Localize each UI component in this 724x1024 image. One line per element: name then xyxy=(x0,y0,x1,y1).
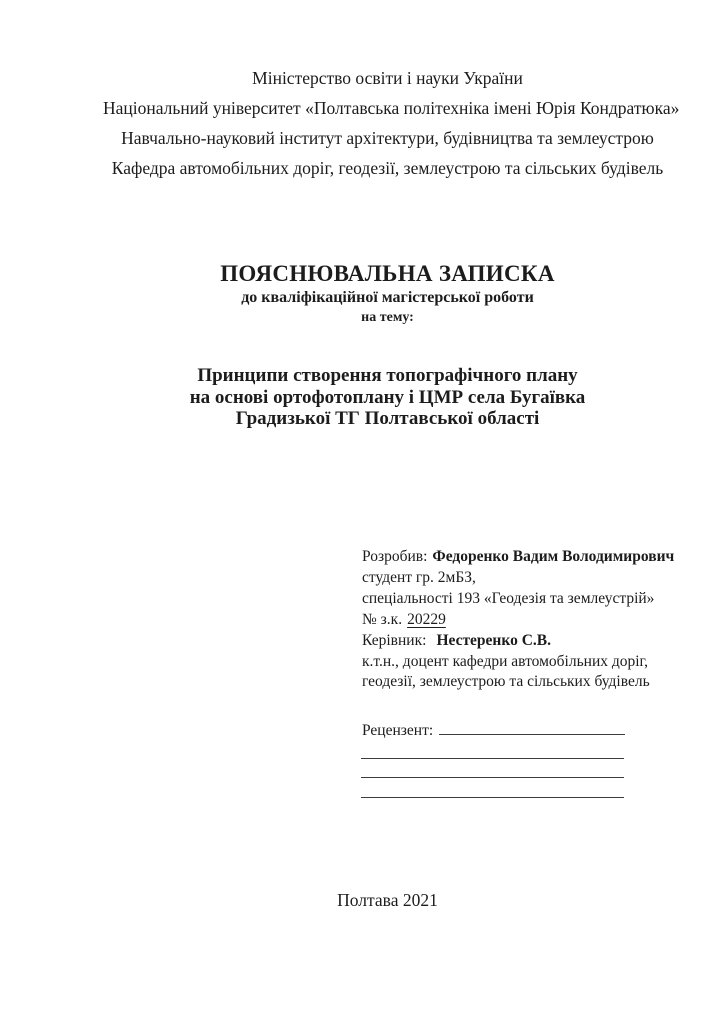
student-group-line: студент гр. 2мБЗ, xyxy=(362,568,476,586)
supervisor-name: Нестеренко С.В. xyxy=(436,631,551,649)
supervisor-degree-line-2: геодезії, землеустрою та сільських будівель xyxy=(362,673,650,691)
topic-line-3: Градизької ТГ Полтавської області xyxy=(235,408,540,429)
developer-line xyxy=(362,547,674,568)
reviewer-signature-blank xyxy=(439,720,625,735)
developer-name: Федоренко Вадим Володимирович xyxy=(432,548,675,565)
document-heading xyxy=(103,260,672,327)
topic-line-2: на основі ортофотоплану і ЦМР села Бугаївка xyxy=(189,386,586,408)
supervisor-label: Керівник: xyxy=(362,631,427,649)
credits-block xyxy=(362,547,674,693)
university-line: Національний університет «Полтавська політехніка імені Юрія Кондратюка» xyxy=(103,98,680,118)
department-line: Кафедра автомобільних доріг, геодезії, землеустрою та сільських будівель xyxy=(111,158,664,178)
institute-line: Навчально-науковий інститут архітектури, будівництва та землеустрою xyxy=(121,128,654,148)
institution-header xyxy=(103,63,680,183)
topic-label: на тему: xyxy=(361,310,414,325)
reviewer-row xyxy=(362,720,625,741)
signature-lines xyxy=(361,739,624,798)
record-book-number: 20229 xyxy=(407,610,446,628)
document-title: ПОЯСНЮВАЛЬНА ЗАПИСКА xyxy=(220,261,555,286)
signature-line-1 xyxy=(361,739,624,759)
city-year-text: Полтава 2021 xyxy=(337,890,438,910)
signature-line-2 xyxy=(361,759,624,779)
thesis-topic xyxy=(103,365,672,430)
topic-line-1: Принципи створення топографічного плану xyxy=(197,365,578,386)
reviewer-label: Рецензент: xyxy=(362,722,434,739)
city-year-footer xyxy=(103,889,672,911)
specialty-line: спеціальності 193 «Геодезія та землеустрій» xyxy=(362,589,655,607)
signature-line-3 xyxy=(361,778,624,798)
record-book-line xyxy=(362,610,674,631)
supervisor-line xyxy=(362,631,674,652)
ministry-line: Міністерство освіти і науки України xyxy=(252,68,523,88)
developer-label: Розробив: xyxy=(362,548,428,565)
document-subtitle: до кваліфікаційної магістерської роботи xyxy=(241,289,534,306)
record-book-label: № з.к. xyxy=(362,610,403,628)
supervisor-degree-line-1: к.т.н., доцент кафедри автомобільних доріг, xyxy=(362,652,649,670)
